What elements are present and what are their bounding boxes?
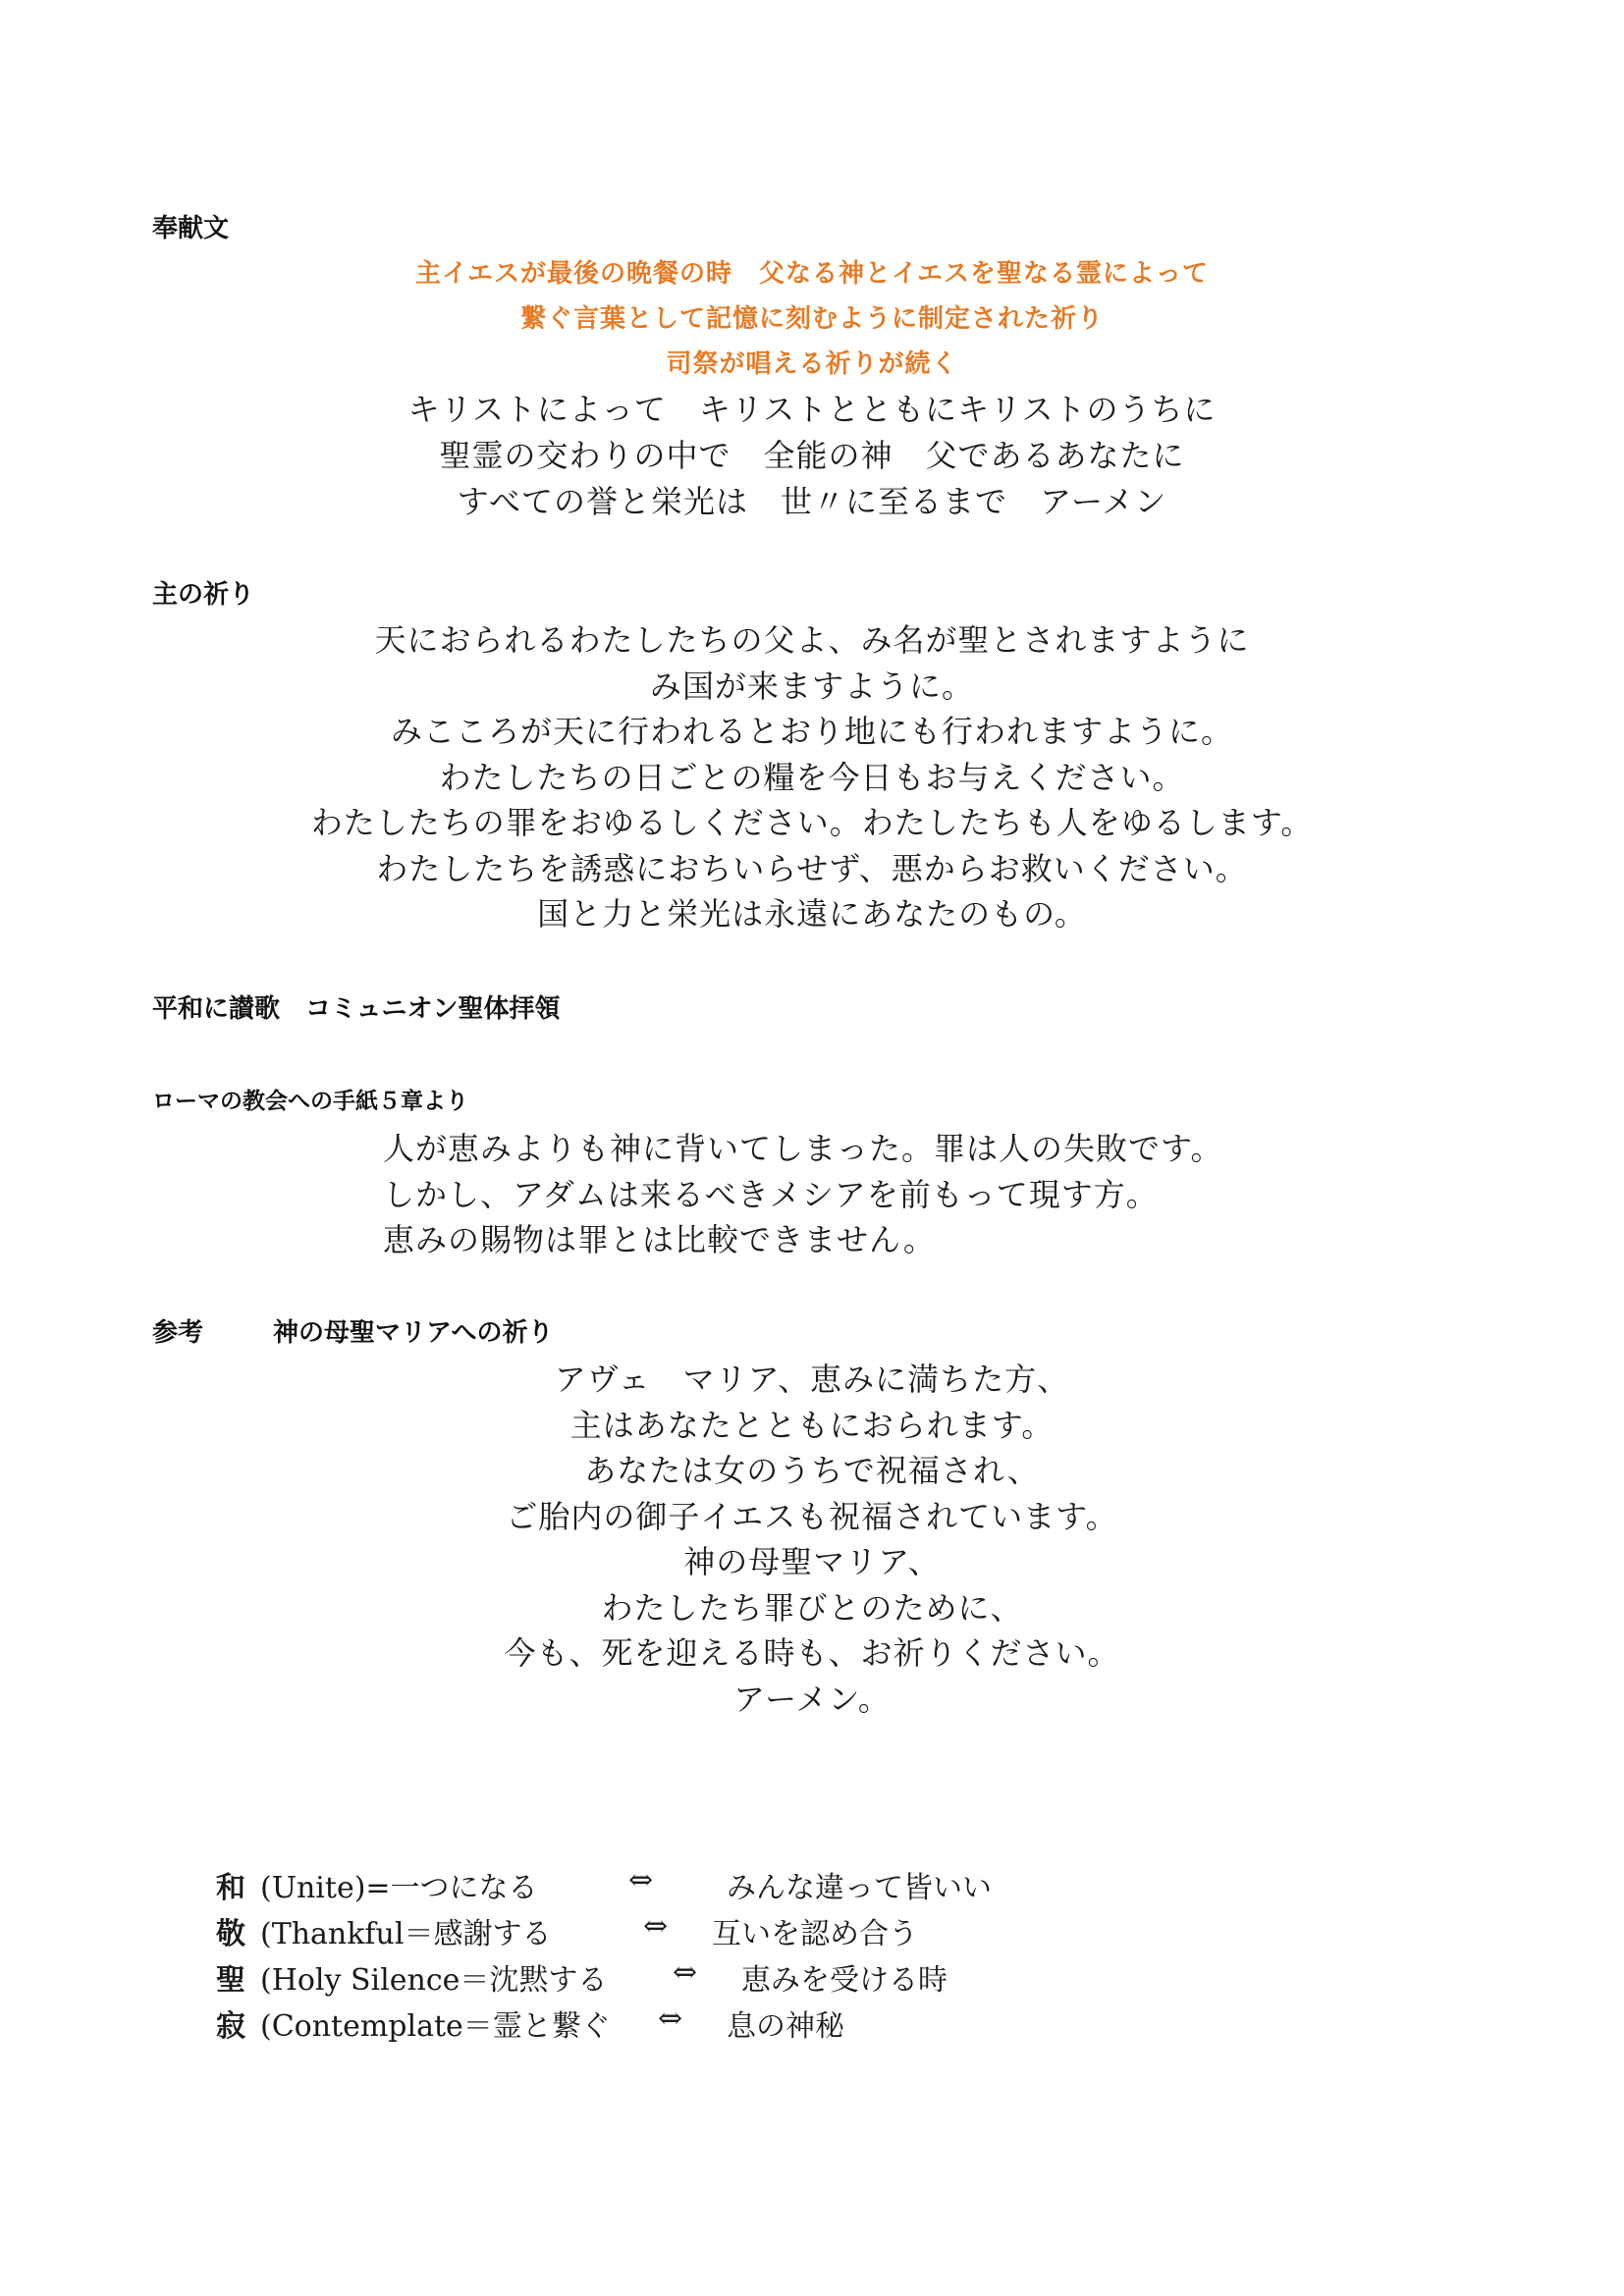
offertory-heading: 奉献文 [152, 214, 230, 243]
offertory-note-1: 主イエスが最後の晩餐の時 父なる神とイエスを聖なる霊によって [415, 259, 1209, 289]
lords-prayer-line-5: わたしたちの罪をおゆるしください。わたしたちも人をゆるします。 [310, 804, 1314, 841]
romans-line-1: 人が恵みよりも神に背いてしまった。罪は人の失敗です。 [383, 1130, 1223, 1167]
hail-mary-line-2: 主はあなたとともにおられます。 [569, 1407, 1055, 1444]
offertory-line-1: キリストによって キリストとともにキリストのうちに [407, 391, 1217, 428]
glossary-arrow: ⇔ [643, 1909, 669, 1944]
hail-mary-line-5: 神の母聖マリア、 [683, 1543, 941, 1580]
glossary-english: (Thankful＝感謝する [260, 1917, 552, 1951]
lords-prayer-line-3: みこころが天に行われるとおり地にも行われますように。 [390, 713, 1233, 750]
offertory-note-3: 司祭が唱える祈りが続く [666, 349, 958, 379]
romans-heading: ローマの教会への手紙５章より [152, 1089, 468, 1114]
glossary-kanji: 聖 [216, 1963, 245, 1998]
lords-prayer-line-6: わたしたちを誘惑におちいらせず、悪からお救いください。 [376, 850, 1248, 887]
lords-prayer-line-2: み国が来ますように。 [649, 667, 974, 705]
reference-label: 参考 [152, 1318, 204, 1348]
hail-mary-line-6: わたしたち罪びとのために、 [601, 1589, 1023, 1627]
hail-mary-line-7: 今も、死を迎える時も、お祈りください。 [504, 1634, 1120, 1672]
glossary-counterpart: 互いを認め合う [712, 1917, 918, 1951]
lords-prayer-heading: 主の祈り [152, 580, 255, 610]
hail-mary-line-4: ご胎内の御子イエスも祝福されています。 [506, 1498, 1118, 1535]
hail-mary-heading: 神の母聖マリアへの祈り [273, 1318, 554, 1348]
glossary-row [216, 1863, 245, 1906]
glossary-counterpart: 息の神秘 [727, 2009, 844, 2044]
offertory-line-3: すべての誉と栄光は 世〃に至るまで アーメン [457, 483, 1167, 520]
romans-line-3: 恵みの賜物は罪とは比較できません。 [383, 1221, 936, 1258]
hail-mary-line-8: アーメン。 [733, 1681, 891, 1718]
glossary-counterpart: 恵みを受ける時 [741, 1963, 947, 1998]
glossary-arrow: ⇔ [628, 1863, 654, 1897]
glossary-kanji: 敬 [216, 1917, 245, 1951]
glossary-counterpart: みんな違って皆いい [727, 1871, 992, 1905]
glossary-english: (Unite)=一つになる [260, 1871, 538, 1905]
glossary-arrow: ⇔ [658, 2002, 683, 2036]
glossary-row [216, 2002, 245, 2045]
lords-prayer-line-4: わたしたちの日ごとの糧を今日もお与えください。 [439, 759, 1185, 796]
glossary-row [216, 1909, 245, 1952]
glossary-row [216, 1955, 245, 1999]
peace-heading: 平和に讃歌 コミュニオン聖体拝領 [152, 994, 561, 1024]
lords-prayer-line-1: 天におられるわたしたちの父よ、み名が聖とされますように [374, 621, 1250, 659]
glossary-kanji: 寂 [216, 2009, 245, 2044]
offertory-note-2: 繋ぐ言葉として記憶に刻むように制定された祈り [519, 304, 1104, 334]
romans-line-2: しかし、アダムは来るべきメシアを前もって現す方。 [383, 1176, 1159, 1213]
glossary-arrow: ⇔ [673, 1955, 698, 1990]
glossary-english: (Holy Silence＝沈黙する [260, 1963, 608, 1998]
glossary-english: (Contemplate＝霊と繋ぐ [260, 2009, 611, 2044]
offertory-line-2: 聖霊の交わりの中で 全能の神 父であるあなたに [439, 437, 1185, 474]
hail-mary-line-1: アヴェ マリア、恵みに満ちた方、 [554, 1361, 1070, 1398]
hail-mary-line-3: あなたは女のうちで祝福され、 [584, 1452, 1040, 1489]
glossary-kanji: 和 [216, 1871, 245, 1905]
lords-prayer-line-7: 国と力と栄光は永遠にあなたのもの。 [537, 895, 1087, 933]
